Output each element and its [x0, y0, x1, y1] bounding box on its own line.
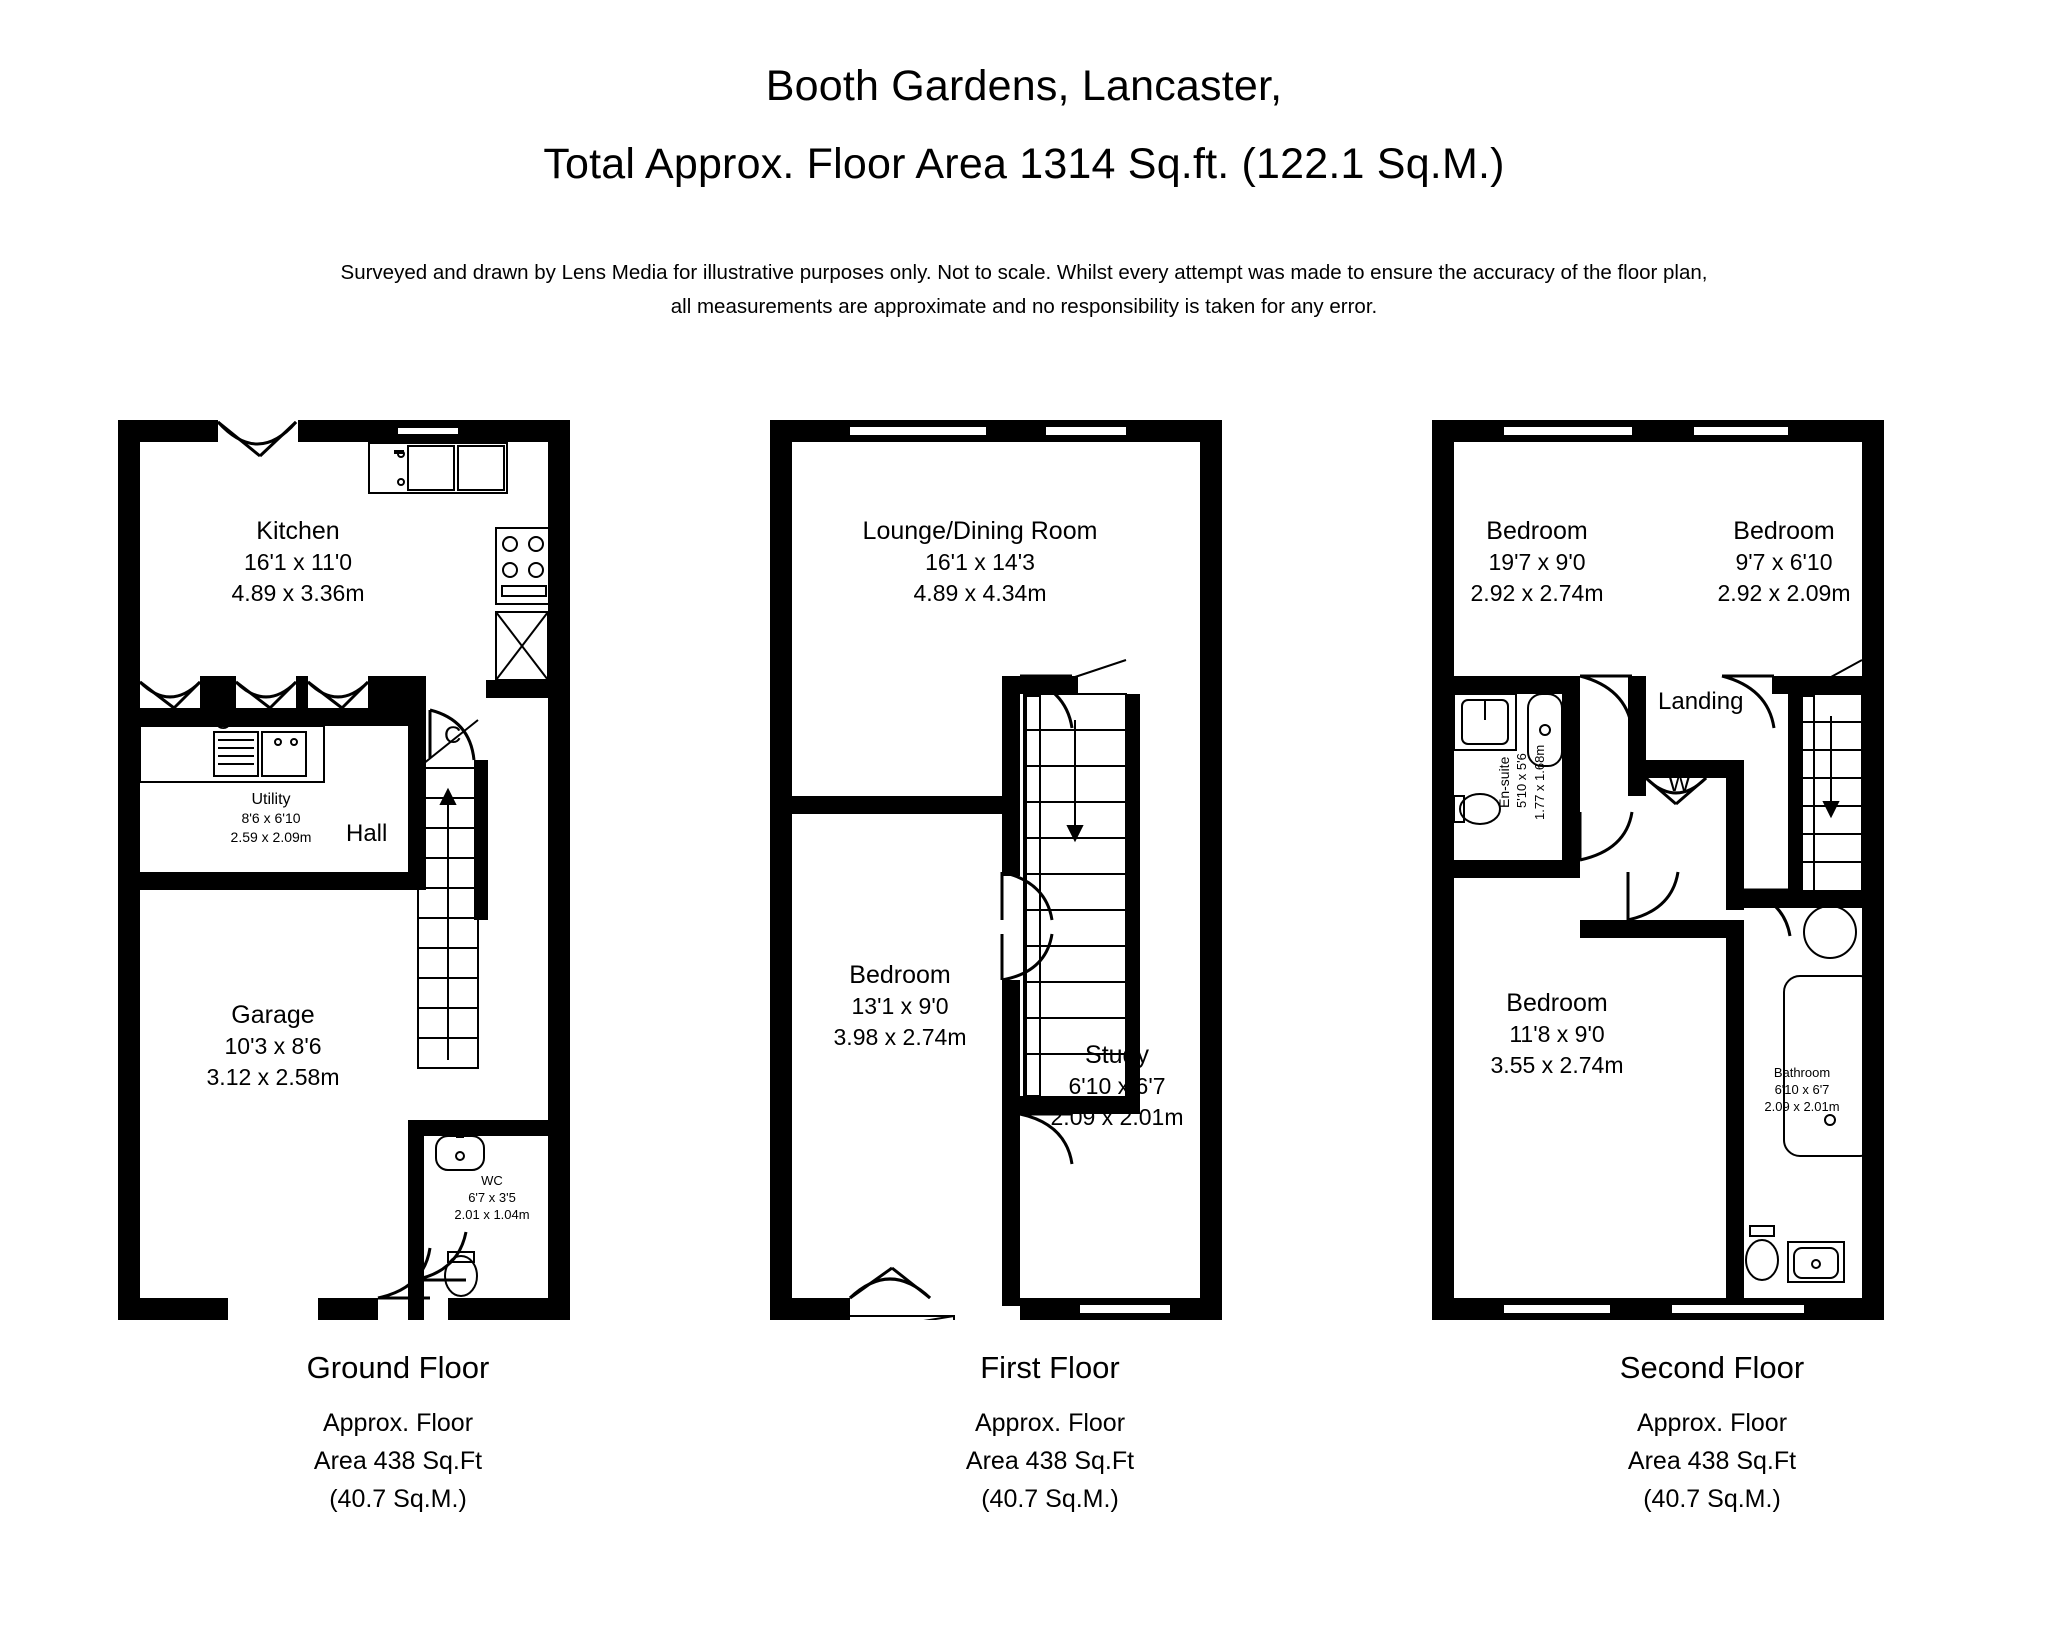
room-ensuite	[1482, 744, 1602, 870]
cupboard-label-1: C	[214, 708, 232, 735]
room-study: Study 6'10 x 6'7 2.09 x 2.01m	[1050, 1041, 1184, 1130]
room-lounge-dining: Lounge/Dining Room 16'1 x 14'3 4.89 x 4.34m	[862, 517, 1098, 606]
floor-plan-ground	[118, 420, 678, 1513]
room-wc: WC 6'7 x 3'5 2.01 x 1.04m	[454, 1173, 530, 1222]
ground-floor-caption	[118, 1350, 678, 1518]
second-floor-title: Second Floor	[1619, 1350, 1805, 1385]
room-first-bedroom: Bedroom 13'1 x 9'0 3.98 x 2.74m	[833, 961, 967, 1050]
page-title-line2: Total Approx. Floor Area 1314 Sq.ft. (122.1 Sq.M.)	[543, 140, 1505, 188]
ground-floor-area-1: Approx. Floor	[322, 1409, 474, 1437]
disclaimer-line1: Surveyed and drawn by Lens Media for illustrative purposes only. Not to scale. Whilst every attempt was made to ensure the accuracy of the floor plan,	[340, 261, 1708, 284]
floor-plan-first	[770, 420, 1330, 1513]
room-utility: Utility 8'6 x 6'10 2.59 x 2.09m	[230, 791, 312, 845]
disclaimer-line2: all measurements are approximate and no responsibility is taken for any error.	[670, 295, 1378, 318]
room-kitchen: Kitchen 16'1 x 11'0 4.89 x 3.36m	[231, 517, 365, 606]
first-floor-drawing	[770, 420, 1330, 1340]
second-floor-area-3: (40.7 Sq.M.)	[1643, 1485, 1781, 1513]
floor-plan-second	[1432, 420, 1992, 1513]
room-hall-label: Hall	[346, 820, 388, 847]
room-ensuite-imperial: 5'10 x 5'6	[1514, 753, 1529, 808]
wardrobe-label: W	[1668, 770, 1691, 797]
first-floor-area-2: Area 438 Sq.Ft	[965, 1447, 1135, 1475]
room-landing-label: Landing	[1658, 688, 1744, 715]
room-second-bedroom-3: Bedroom 11'8 x 9'0 3.55 x 2.74m	[1490, 989, 1624, 1078]
second-floor-area-2: Area 438 Sq.Ft	[1627, 1447, 1797, 1475]
first-floor-title: First Floor	[980, 1350, 1120, 1385]
page-title-line1: Booth Gardens, Lancaster,	[765, 62, 1283, 110]
first-floor-caption	[770, 1350, 1330, 1518]
room-second-bedroom-2: Bedroom 9'7 x 6'10 2.92 x 2.09m	[1717, 517, 1851, 606]
room-ensuite-name: En-suite	[1496, 756, 1512, 808]
second-floor-area-1: Approx. Floor	[1636, 1409, 1788, 1437]
room-ensuite-metric: 1.77 x 1.68m	[1532, 744, 1547, 820]
ground-floor-area-2: Area 438 Sq.Ft	[313, 1447, 483, 1475]
first-floor-area-1: Approx. Floor	[974, 1409, 1126, 1437]
ground-floor-area-3: (40.7 Sq.M.)	[329, 1485, 467, 1513]
first-floor-area-3: (40.7 Sq.M.)	[981, 1485, 1119, 1513]
second-floor-caption	[1432, 1350, 1992, 1518]
cupboard-label-2: C	[444, 722, 462, 749]
room-bathroom: Bathroom 6'10 x 6'7 2.09 x 2.01m	[1764, 1065, 1840, 1114]
room-garage: Garage 10'3 x 8'6 3.12 x 2.58m	[206, 1001, 340, 1090]
ground-floor-drawing	[118, 420, 678, 1340]
room-second-bedroom-1: Bedroom 19'7 x 9'0 2.92 x 2.74m	[1470, 517, 1604, 606]
ground-floor-title: Ground Floor	[306, 1350, 490, 1385]
second-floor-drawing	[1432, 420, 1992, 1340]
